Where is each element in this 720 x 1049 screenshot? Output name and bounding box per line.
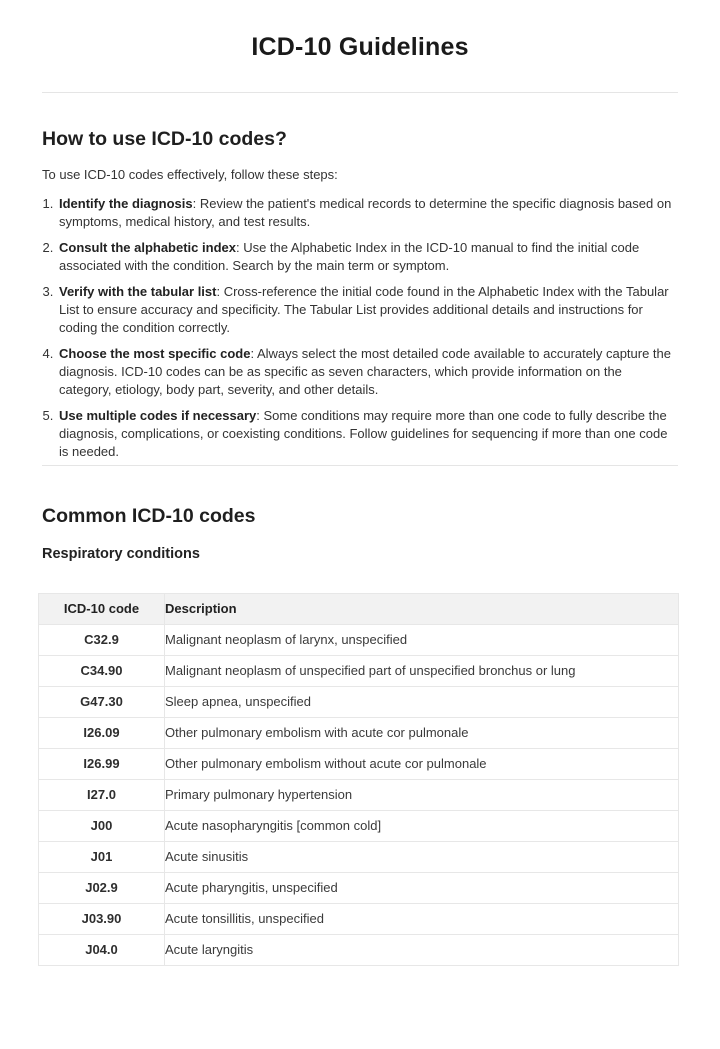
description-cell: Other pulmonary embolism with acute cor pulmonale	[165, 718, 679, 749]
description-cell: Malignant neoplasm of unspecified part of unspecified bronchus or lung	[165, 656, 679, 687]
step-list-item	[57, 283, 672, 337]
icd-codes-table	[38, 593, 679, 966]
step-text: : Cross-reference the initial code found in the Alphabetic Index with the Tabular List to ensure accuracy and specificity. The Tabular List provides additional details and instructions for coding the condition correctly.	[59, 284, 669, 335]
how-to-intro: To use ICD-10 codes effectively, follow these steps:	[42, 167, 338, 182]
description-cell: Primary pulmonary hypertension	[165, 780, 679, 811]
step-text: : Some conditions may require more than one code to fully describe the diagnosis, complications, or coexisting conditions. Follow guidelines for sequencing if more than one code is needed.	[59, 408, 668, 459]
page-title: ICD-10 Guidelines	[251, 33, 469, 61]
icd-code-cell: J03.90	[39, 904, 165, 935]
divider	[42, 92, 678, 93]
table-row	[39, 687, 679, 718]
icd-code-cell: J02.9	[39, 873, 165, 904]
table-row	[39, 873, 679, 904]
step-list-item	[57, 195, 672, 231]
icd-code-cell: I26.09	[39, 718, 165, 749]
description-cell: Acute pharyngitis, unspecified	[165, 873, 679, 904]
step-term: Use multiple codes if necessary	[59, 408, 257, 423]
description-cell: Sleep apnea, unspecified	[165, 687, 679, 718]
document-page	[0, 33, 720, 1049]
description-cell: Other pulmonary embolism without acute cor pulmonale	[165, 749, 679, 780]
common-codes-heading: Common ICD-10 codes	[42, 505, 256, 527]
icd-code-cell: J01	[39, 842, 165, 873]
table-row	[39, 718, 679, 749]
step-list-item	[57, 239, 672, 275]
icd-code-cell: C32.9	[39, 625, 165, 656]
icd-code-cell: J04.0	[39, 935, 165, 966]
step-term: Verify with the tabular list	[59, 284, 217, 299]
table-header-row	[39, 594, 679, 625]
description-cell: Acute nasopharyngitis [common cold]	[165, 811, 679, 842]
icd-code-cell: I27.0	[39, 780, 165, 811]
table-row	[39, 625, 679, 656]
step-term: Identify the diagnosis	[59, 196, 193, 211]
table-row	[39, 842, 679, 873]
description-cell: Acute tonsillitis, unspecified	[165, 904, 679, 935]
table-row	[39, 749, 679, 780]
description-cell: Malignant neoplasm of larynx, unspecified	[165, 625, 679, 656]
step-text: : Review the patient's medical records to determine the specific diagnosis based on symptoms, medical history, and test results.	[59, 196, 672, 229]
table-row	[39, 656, 679, 687]
step-list-item	[57, 407, 672, 461]
table-row	[39, 811, 679, 842]
icd-code-cell: C34.90	[39, 656, 165, 687]
divider	[42, 465, 678, 466]
codes-table-body	[39, 625, 679, 966]
icd-code-cell: I26.99	[39, 749, 165, 780]
code-column-header: ICD-10 code	[39, 594, 165, 625]
step-list-item	[57, 345, 672, 399]
table-row	[39, 904, 679, 935]
step-term: Choose the most specific code	[59, 346, 251, 361]
step-term: Consult the alphabetic index	[59, 240, 236, 255]
respiratory-subheading: Respiratory conditions	[42, 546, 200, 562]
table-row	[39, 780, 679, 811]
icd-code-cell: J00	[39, 811, 165, 842]
description-cell: Acute laryngitis	[165, 935, 679, 966]
description-column-header: Description	[165, 594, 679, 625]
step-text: : Always select the most detailed code available to accurately capture the diagnosis. ICD-10 codes can be as specific as seven characters, which provide information on the category, etiology, body part, severity, and other details.	[59, 346, 672, 397]
steps-list	[42, 195, 678, 461]
icd-code-cell: G47.30	[39, 687, 165, 718]
step-text: : Use the Alphabetic Index in the ICD-10 manual to find the initial code associated with the condition. Search by the main term or symptom.	[59, 240, 640, 273]
how-to-heading: How to use ICD-10 codes?	[42, 128, 287, 150]
table-row	[39, 935, 679, 966]
description-cell: Acute sinusitis	[165, 842, 679, 873]
